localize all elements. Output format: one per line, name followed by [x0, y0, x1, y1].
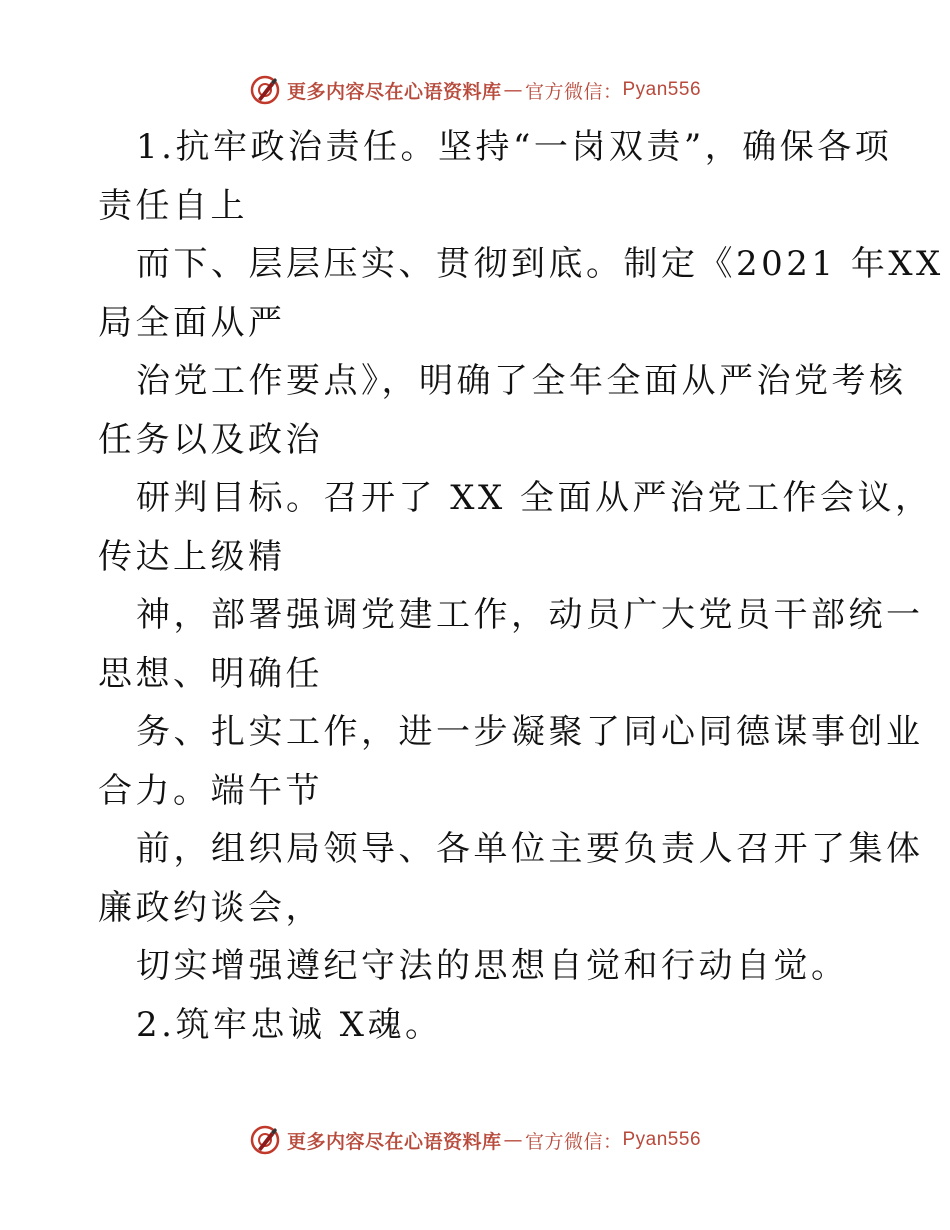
- watermark-sub-text: 官方微信：: [524, 1130, 623, 1153]
- watermark-sub-text: 官方微信：: [524, 80, 623, 103]
- text-line: 而下、层层压实、贯彻到底。制定《2021 年XX: [136, 244, 944, 284]
- pen-logo-icon: [249, 1124, 281, 1156]
- text-line: 思想、明确任: [98, 653, 323, 694]
- text-line: 传达上级精: [98, 536, 286, 577]
- text-line: 治党工作要点》，明确了全年全面从严治党考核: [136, 361, 907, 401]
- text-line: 务、扎实工作，进一步凝聚了同心同德谋事创业: [136, 712, 924, 752]
- watermark-dash: —: [503, 79, 523, 101]
- text-line: 局全面从严: [98, 302, 286, 343]
- text-line: 任务以及政治: [98, 419, 323, 460]
- text-line: 合力。端午节: [98, 770, 323, 811]
- text-line: 切实增强遵纪守法的思想自觉和行动自觉。: [136, 946, 849, 986]
- document-body: [98, 118, 944, 1054]
- text-line: 廉政约谈会，: [98, 887, 323, 928]
- header-watermark: [0, 70, 950, 110]
- text-line: 神，部署强调党建工作，动员广大党员干部统一: [136, 595, 924, 635]
- footer-watermark: [0, 1120, 950, 1160]
- text-line: 前，组织局领导、各单位主要负责人召开了集体: [136, 829, 924, 869]
- watermark-dash: —: [503, 1129, 523, 1151]
- watermark-main-text: 更多内容尽在心语资料库: [286, 80, 502, 103]
- watermark-id-text: Pyan556: [622, 1129, 702, 1150]
- watermark-id-text: Pyan556: [622, 79, 702, 100]
- text-line: 2.筑牢忠诚 X魂。: [136, 1004, 443, 1045]
- text-line: 责任自上: [98, 185, 248, 226]
- text-line: 1.抗牢政治责任。坚持“一岗双责”，确保各项: [136, 127, 893, 167]
- text-line: 研判目标。召开了 XX 全面从严治党工作会议，: [136, 478, 933, 518]
- watermark-main-text: 更多内容尽在心语资料库: [286, 1130, 502, 1153]
- pen-logo-icon: [249, 74, 281, 106]
